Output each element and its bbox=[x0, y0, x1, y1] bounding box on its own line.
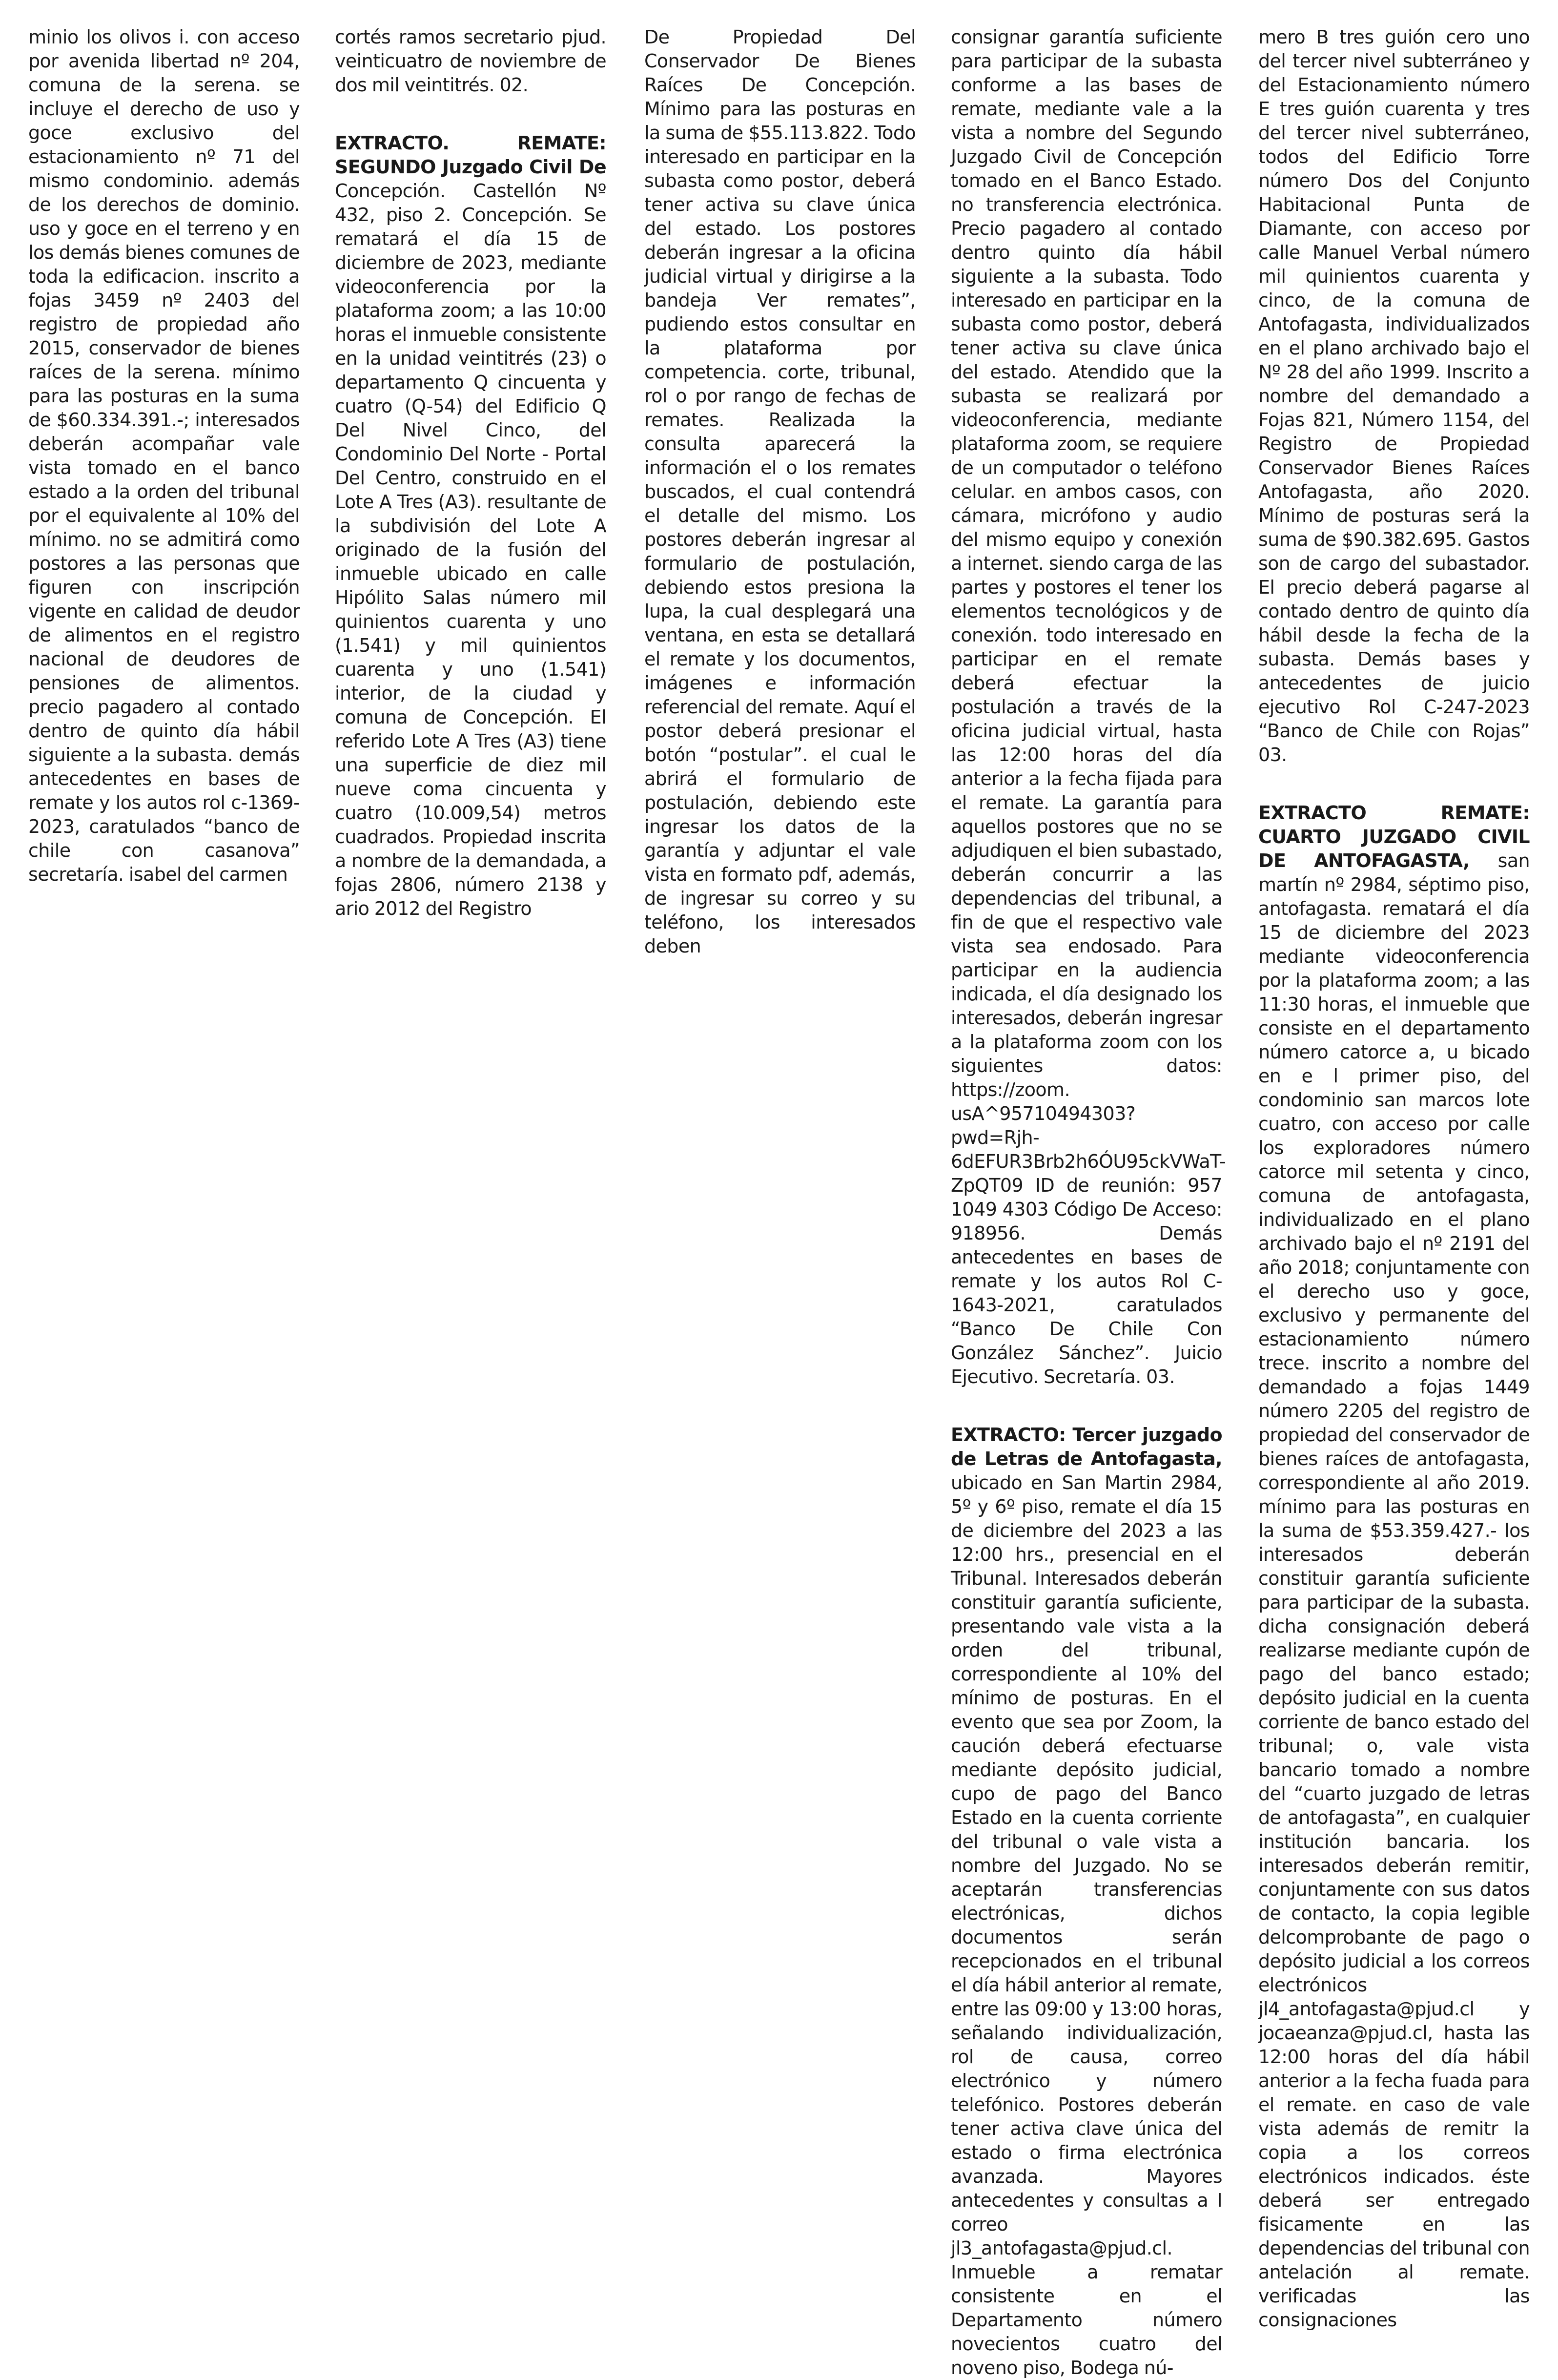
notice-remate-segundo-juzgado bbox=[335, 131, 606, 921]
notice-continuation bbox=[28, 25, 300, 887]
notice-text: cortés ramos secretario pjud. veinticuatro de noviembre de dos mil veintitrés. 02. bbox=[335, 26, 606, 96]
notice-body bbox=[335, 131, 606, 921]
notice-text: consignar garantía suficiente para participar de la subasta conforme a las bases de remate, mediante vale a la vista a nombre del Segundo Juzgado Civil de Concepción tomado en el Banco Estado. no transferencia electrónica. Precio pagadero al contado dentro quinto día hábil siguiente a la subasta. Todo interesado en participar en la subasta como postor, deberá tener activa su clave única del estado. Atendido que la subasta se realizará por videoconferencia, mediante plataforma zoom, se requiere de un computador o teléfono celular. en ambos casos, con cámara, micrófono y audio del mismo equipo y conexión a internet. siendo carga de las partes y postores el tener los elementos tecnológicos y de conexión. todo interesado en participar en el remate deberá efectuar la postulación a través de la oficina judicial virtual, hasta las 12:00 horas del día anterior a la fecha fijada para el remate. La garantía para aquellos postores que no se adjudiquen el bien subastado, deberán concurrir a las dependencias del tribunal, a fin de que el respectivo vale vista sea endosado. Para participar en la audiencia indicada, el día designado los interesados, deberán ingresar a la plataforma zoom con los siguientes datos: https://zoom. usA^95710494303?pwd=Rjh-6dEFUR3Brb2h6ÓU95ckVWaT-ZpQT09 ID de reunión: 957 1049 4303 Código De Acceso: 918956. Demás antecedentes en bases de remate y los autos Rol C-1643-2021, caratulados “Banco De Chile Con González Sánchez”. Juicio Ejecutivo. Secretaría. 03. bbox=[951, 26, 1226, 1387]
notice-body bbox=[335, 25, 606, 97]
notice-text: minio los olivos i. con acceso por avenida libertad nº 204, comuna de la serena. se incluye el derecho de uso y goce exclusivo del estacionamiento nº 71 del mismo condominio. además de los derechos de dominio. uso y goce en el terreno y en los demás bienes comunes de toda la edificacion. inscrito a fojas 3459 nº 2403 del registro de propiedad año 2015, conservador de bienes raíces de la serena. mínimo para las posturas en la suma de $60.334.391.-; interesados deberán acompañar vale vista tomado en el banco estado a la orden del tribunal por el equivalente al 10% del mínimo. no se admitirá como postores a las personas que figuren con inscripción vigente en calidad de deudor de alimentos en el registro nacional de deudores de pensiones de alimentos. precio pagadero al contado dentro de quinto día hábil siguiente a la subasta. demás antecedentes en bases de remate y los autos rol c-1369-2023, caratulados “banco de chile con casanova” secretaría. isabel del carmen bbox=[28, 26, 300, 885]
notice-text: ubicado en San Martin 2984, 5º y 6º piso, remate el día 15 de diciembre del 2023 a las 12:00 hrs., presencial en el Tribunal. Interesados deberán constituir garantía suficiente, presentando vale vista a la orden del tribunal, correspondiente al 10% del mínimo de posturas. En el evento que sea por Zoom, la caución deberá efectuarse mediante depósito judicial, cupo de pago del Banco Estado en la cuenta corriente del tribunal o vale vista a nombre del Juzgado. No se aceptarán transferencias electrónicas, dichos documentos serán recepcionados en el tribunal el día hábil anterior al remate, entre las 09:00 y 13:00 horas, señalando individualización, rol de causa, correo electrónico y número telefónico. Postores deberán tener activa clave única del estado o firma electrónica avanzada. Mayores antecedentes y consultas a I correo jl3_antofagasta@pjud.cl. Inmueble a rematar consistente en el Departamento número novecientos cuatro del noveno piso, Bodega nú- bbox=[951, 1472, 1222, 2379]
notice-continuation bbox=[335, 25, 606, 97]
notice-heading: EXTRACTO. REMATE: SEGUNDO Juzgado Civil De bbox=[335, 132, 606, 178]
notice-body bbox=[28, 25, 300, 887]
column-4 bbox=[951, 25, 1226, 2379]
notice-body bbox=[951, 25, 1226, 1389]
notice-continuation bbox=[951, 25, 1226, 1389]
notice-text: mero B tres guión cero uno del tercer nivel subterráneo y del Estacionamiento número E tres guión cuarenta y tres del tercer nivel subterráneo, todos del Edificio Torre número Dos del Conjunto Habitacional Punta de Diamante, con acceso por calle Manuel Verbal número mil quinientos cuarenta y cinco, de la comuna de Antofagasta, individualizados en el plano archivado bajo el Nº 28 del año 1999. Inscrito a nombre del demandado a Fojas 821, Número 1154, del Registro de Propiedad Conservador Bienes Raíces Antofagasta, año 2020. Mínimo de posturas será la suma de $90.382.695. Gastos son de cargo del subastador. El precio deberá pagarse al contado dentro de quinto día hábil desde la fecha de la subasta. Demás bases y antecedentes de juicio ejecutivo Rol C-247-2023 “Banco de Chile con Rojas” 03. bbox=[1258, 26, 1530, 766]
notice-text: De Propiedad Del Conservador De Bienes Raíces De Concepción. Mínimo para las posturas en la suma de $55.113.822. Todo interesado en participar en la subasta como postor, deberá tener activa su clave única del estado. Los postores deberán ingresar a la oficina judicial virtual y dirigirse a la bandeja Ver remates”, pudiendo estos consultar en la plataforma por competencia. corte, tribunal, rol o por rango de fechas de remates. Realizada la consulta aparecerá la información el o los remates buscados, el cual contendrá el detalle del mismo. Los postores deberán ingresar al formulario de postulación, debiendo estos presiona la lupa, la cual desplegará una ventana, en esta se detallará el remate y los documentos, imágenes e información referencial del remate. Aquí el postor deberá presionar el botón “postular”. el cual le abrirá el formulario de postulación, debiendo este ingresar los datos de la garantía y adjuntar el vale vista en formato pdf, además, de ingresar su correo y su teléfono, los interesados deben bbox=[644, 26, 916, 957]
notice-cuarto-juzgado-antofagasta bbox=[1258, 801, 1530, 2332]
notice-heading: EXTRACTO: Tercer juzgado de Letras de Antofagasta, bbox=[951, 1424, 1222, 1469]
column-3 bbox=[644, 25, 916, 2120]
notice-body bbox=[1258, 25, 1530, 767]
notice-text: san martín nº 2984, séptimo piso, antofagasta. rematará el día 15 de diciembre del 2023 mediante videoconferencia por la plataforma zoom; a las 11:30 horas, el inmueble que consiste en el departamento número catorce a, u bicado en e l primer piso, del condominio san marcos lote cuatro, con acceso por calle los exploradores número catorce mil setenta y cinco, comuna de antofagasta, individualizado en el plano archivado bajo el nº 2191 del año 2018; conjuntamente con el derecho uso y goce, exclusivo y permanente del estacionamiento número trece. inscrito a nombre del demandado a fojas 1449 número 2205 del registro de propiedad del conservador de bienes raíces de antofagasta, correspondiente al año 2019. mínimo para las posturas en la suma de $53.359.427.- los interesados deberán constituir garantía suficiente para participar de la subasta. dicha consignación deberá realizarse mediante cupón de pago del banco estado; depósito judicial en la cuenta corriente de banco estado del tribunal; o, vale vista bancario tomado a nombre del “cuarto juzgado de letras de antofagasta”, en cualquier institución bancaria. los interesados deberán remitir, conjuntamente con sus datos de contacto, la copia legible delcomprobante de pago o depósito judicial a los correos electrónicos jl4_antofagasta@pjud.cl y jocaeanza@pjud.cl, hasta las 12:00 horas del día hábil anterior a la fecha fuada para el remate. en caso de vale vista además de remitr la copia a los correos electrónicos indicados. éste deberá ser entregado fisicamente en las dependencias del tribunal con antelación al remate. verificadas las consignaciones bbox=[1258, 850, 1530, 2331]
notice-body bbox=[1258, 801, 1530, 2332]
column-5 bbox=[1258, 25, 1530, 2331]
notice-continuation bbox=[1258, 25, 1530, 767]
notice-heading: EXTRACTO REMATE: CUARTO JUZGADO CIVIL DE ANTOFAGASTA, bbox=[1258, 802, 1530, 871]
notice-tercer-juzgado-antofagasta bbox=[951, 1423, 1222, 2380]
column-1 bbox=[28, 25, 300, 2120]
column-2 bbox=[335, 25, 606, 2120]
notice-continuation bbox=[644, 25, 916, 958]
notice-text: Concepción. Castellón Nº 432, piso 2. Concepción. Se rematará el día 15 de diciembre de 2023, mediante videoconferencia por la plataforma zoom; a las 10:00 horas el inmueble consistente en la unidad veintitrés (23) o departamento Q cincuenta y cuatro (Q-54) del Edificio Q Del Nivel Cinco, del Condominio Del Norte - Portal Del Centro, construido en el Lote A Tres (A3). resultante de la subdivisión del Lote A originado de la fusión del inmueble ubicado en calle Hipólito Salas número mil quinientos cuarenta y uno (1.541) y mil quinientos cuarenta y uno (1.541) interior, de la ciudad y comuna de Concepción. El referido Lote A Tres (A3) tiene una superficie de diez mil nueve coma cincuenta y cuatro (10.009,54) metros cuadrados. Propiedad inscrita a nombre de la demandada, a fojas 2806, número 2138 y ario 2012 del Registro bbox=[335, 180, 606, 919]
notice-body bbox=[951, 1423, 1222, 2380]
notice-body bbox=[644, 25, 916, 958]
